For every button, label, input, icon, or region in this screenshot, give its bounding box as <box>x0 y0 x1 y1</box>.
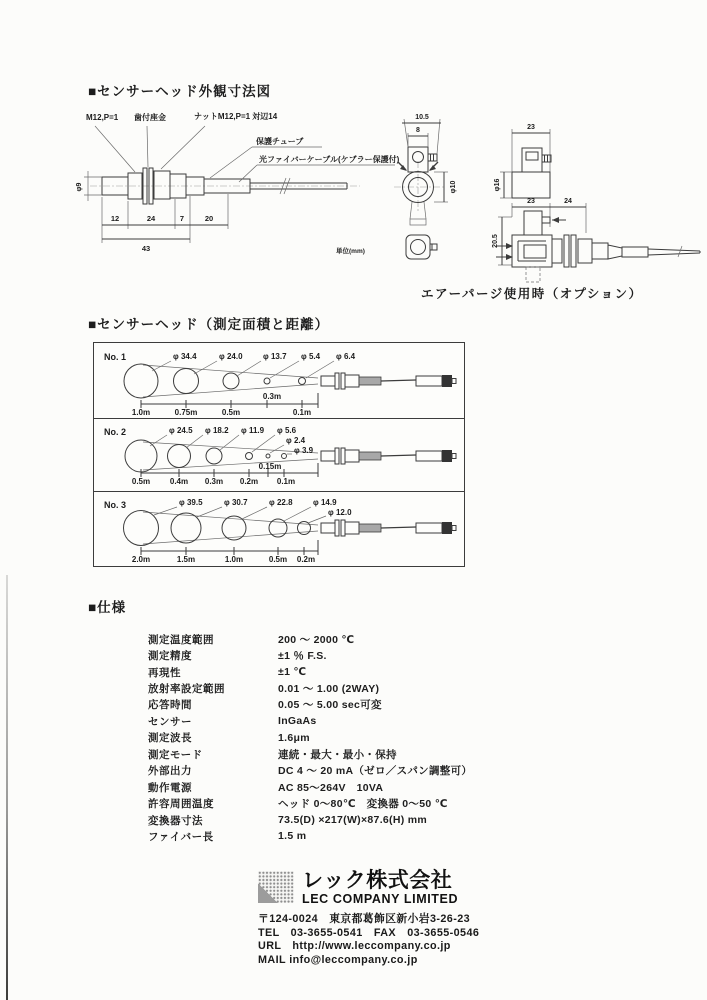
distance-label: 0.2m <box>239 477 259 486</box>
spec-row <box>148 746 472 762</box>
spot-diagram-1 <box>94 343 463 418</box>
probe-glyph <box>321 373 456 389</box>
spot-label: φ 2.4 <box>286 436 306 445</box>
dim-asm-h: 20.5 <box>492 234 499 248</box>
distance-label: 0.5m <box>221 408 241 417</box>
spot-label: φ 5.6 <box>277 426 297 435</box>
spec-row <box>148 680 472 696</box>
distance-label: 0.1m <box>292 408 312 417</box>
spot-diagram-2 <box>94 419 463 491</box>
label-washer: 歯付座金 <box>134 113 166 122</box>
dim-purge-dia: φ10 <box>450 180 457 194</box>
dim-purge-w2: 8 <box>416 127 420 134</box>
dim-purge-w1: 10.5 <box>415 114 429 121</box>
row-no: No. 3 <box>104 500 127 510</box>
spec-row <box>148 664 472 680</box>
dim-side-w: 23 <box>527 124 535 131</box>
spot-row-3 <box>94 491 464 565</box>
dim-body-len: 24 <box>146 214 156 223</box>
spot-label: φ 11.9 <box>241 426 265 435</box>
company-name-en: LEC COMPANY LIMITED <box>302 892 459 906</box>
spec-row <box>148 631 472 647</box>
spec-label: 許容周囲温度 <box>148 798 214 811</box>
sensor-side-view <box>76 111 400 255</box>
spec-table <box>148 631 472 845</box>
section1-title: ■センサーヘッド外観寸法図 <box>88 84 272 99</box>
dim-head-dia: φ9 <box>76 182 83 192</box>
dim-asm-w1: 23 <box>527 198 535 205</box>
dim-front-len: 12 <box>110 214 120 223</box>
dim-total-len: 43 <box>141 244 151 253</box>
spot-row-1 <box>94 343 464 418</box>
spec-value: 200 ～ 2000 ℃ <box>278 633 355 646</box>
spec-value: DC 4 ～ 20 mA（ゼロ／スパン調整可） <box>278 765 473 778</box>
distance-label: 2.0m <box>131 555 151 564</box>
distance-label: 0.75m <box>174 408 198 417</box>
spec-value: 連続・最大・最小・保持 <box>278 748 397 761</box>
spot-label: φ 13.7 <box>263 352 287 361</box>
spot-row-2 <box>94 418 464 491</box>
spec-row <box>148 812 472 828</box>
spec-row <box>148 779 472 795</box>
spec-label: 再現性 <box>148 666 181 679</box>
spec-label: 測定精度 <box>148 650 192 663</box>
spot-label: φ 3.9 <box>294 446 314 455</box>
spec-row <box>148 730 472 746</box>
sensor-front-view <box>394 114 457 259</box>
section2-title: ■センサーヘッド（測定面積と距離） <box>88 317 330 332</box>
spec-value: 0.01 ～ 1.00 (2WAY) <box>278 683 380 696</box>
scan-edge-artifact <box>6 575 8 1000</box>
unit-note: 単位(mm) <box>336 248 365 255</box>
spec-label: 測定モード <box>148 748 203 761</box>
spec-value: ヘッド 0～80℃ 変換器 0～50 ℃ <box>278 798 448 811</box>
spot-label: φ 6.4 <box>336 352 356 361</box>
spec-value: 0.05 ～ 5.00 sec可変 <box>278 699 382 712</box>
distance-label: 0.2m <box>296 555 316 564</box>
distance-label: 0.5m <box>131 477 151 486</box>
spec-row <box>148 697 472 713</box>
dim-tube-len: 20 <box>204 214 214 223</box>
spot-label: φ 14.9 <box>313 498 337 507</box>
spot-label: φ 12.0 <box>328 508 352 517</box>
distance-label: 0.3m <box>204 477 224 486</box>
dim-step-len: 7 <box>179 214 185 223</box>
spec-label: 測定温度範囲 <box>148 633 214 646</box>
dim-asm-w2: 24 <box>564 198 572 205</box>
dim-side-dia: φ16 <box>494 178 501 192</box>
spec-label: 動作電源 <box>148 781 192 794</box>
dimension-drawing <box>60 105 707 283</box>
spot-label: φ 34.4 <box>173 352 197 361</box>
distance-label: 1.0m <box>131 408 151 417</box>
company-logo-mark <box>258 871 294 903</box>
spec-value: InGaAs <box>278 715 317 728</box>
spot-diagram-3 <box>94 492 463 565</box>
spec-row <box>148 713 472 729</box>
spec-value: 1.5 m <box>278 830 307 843</box>
company-mail: MAIL info@leccompany.co.jp <box>258 953 418 966</box>
spot-diagram-box <box>93 342 465 567</box>
spot-label: φ 24.0 <box>219 352 243 361</box>
spec-value: AC 85～264V 10VA <box>278 781 384 794</box>
spec-value: 1.6μm <box>278 731 310 744</box>
spec-label: 外部出力 <box>148 765 192 778</box>
purge-assembly-view <box>492 198 700 282</box>
spec-label: ファイバー長 <box>148 830 214 843</box>
spec-value: ±1 ℃ <box>278 666 307 679</box>
distance-label: 1.5m <box>176 555 196 564</box>
purge-jacket-side-view <box>494 124 551 198</box>
spot-label: φ 39.5 <box>179 498 203 507</box>
spot-label: φ 18.2 <box>205 426 229 435</box>
distance-label: 0.4m <box>169 477 189 486</box>
distance-label: 0.1m <box>276 477 296 486</box>
label-fiber: 光ファイバーケーブル(ケブラー保護付) <box>259 155 400 164</box>
spot-label: φ 5.4 <box>301 352 321 361</box>
company-tel-fax: TEL 03-3655-0541 FAX 03-3655-0546 <box>258 926 480 939</box>
spec-row <box>148 647 472 663</box>
spec-value: 73.5(D) ×217(W)×87.6(H) mm <box>278 814 428 827</box>
spec-value: ±1 ％ F.S. <box>278 650 327 663</box>
label-nut: ナットM12,P=1 対辺14 <box>194 112 278 121</box>
company-address: 〒124-0024 東京都葛飾区新小岩3-26-23 <box>258 913 471 925</box>
probe-glyph <box>321 448 456 464</box>
spec-row <box>148 828 472 844</box>
label-thread: M12,P=1 <box>86 113 119 122</box>
spec-label: 測定波長 <box>148 732 192 745</box>
section3-title: ■仕様 <box>88 600 127 615</box>
row-no: No. 2 <box>104 427 127 437</box>
spec-row <box>148 763 472 779</box>
distance-label: 0.5m <box>268 555 288 564</box>
spec-label: 応答時間 <box>148 699 192 712</box>
airpurge-caption: エアーパージ使用時（オプション） <box>421 287 643 301</box>
spec-row <box>148 795 472 811</box>
label-tube: 保護チューブ <box>256 137 304 146</box>
company-block <box>258 871 479 967</box>
spot-label: φ 22.8 <box>269 498 293 507</box>
distance-label: 1.0m <box>224 555 244 564</box>
probe-glyph <box>321 520 456 536</box>
row-no: No. 1 <box>104 352 127 362</box>
contact-info <box>258 913 479 967</box>
spot-label: φ 24.5 <box>169 426 193 435</box>
spec-label: 放射率設定範囲 <box>148 683 225 696</box>
company-name-jp: レック株式会社 <box>302 869 453 892</box>
distance-label: 0.3m <box>262 392 282 401</box>
spec-label: 変換器寸法 <box>148 814 203 827</box>
distance-label: 0.15m <box>258 462 282 471</box>
spot-label: φ 30.7 <box>224 498 248 507</box>
company-url: URL http://www.leccompany.co.jp <box>258 940 451 952</box>
spec-label: センサー <box>148 715 192 728</box>
